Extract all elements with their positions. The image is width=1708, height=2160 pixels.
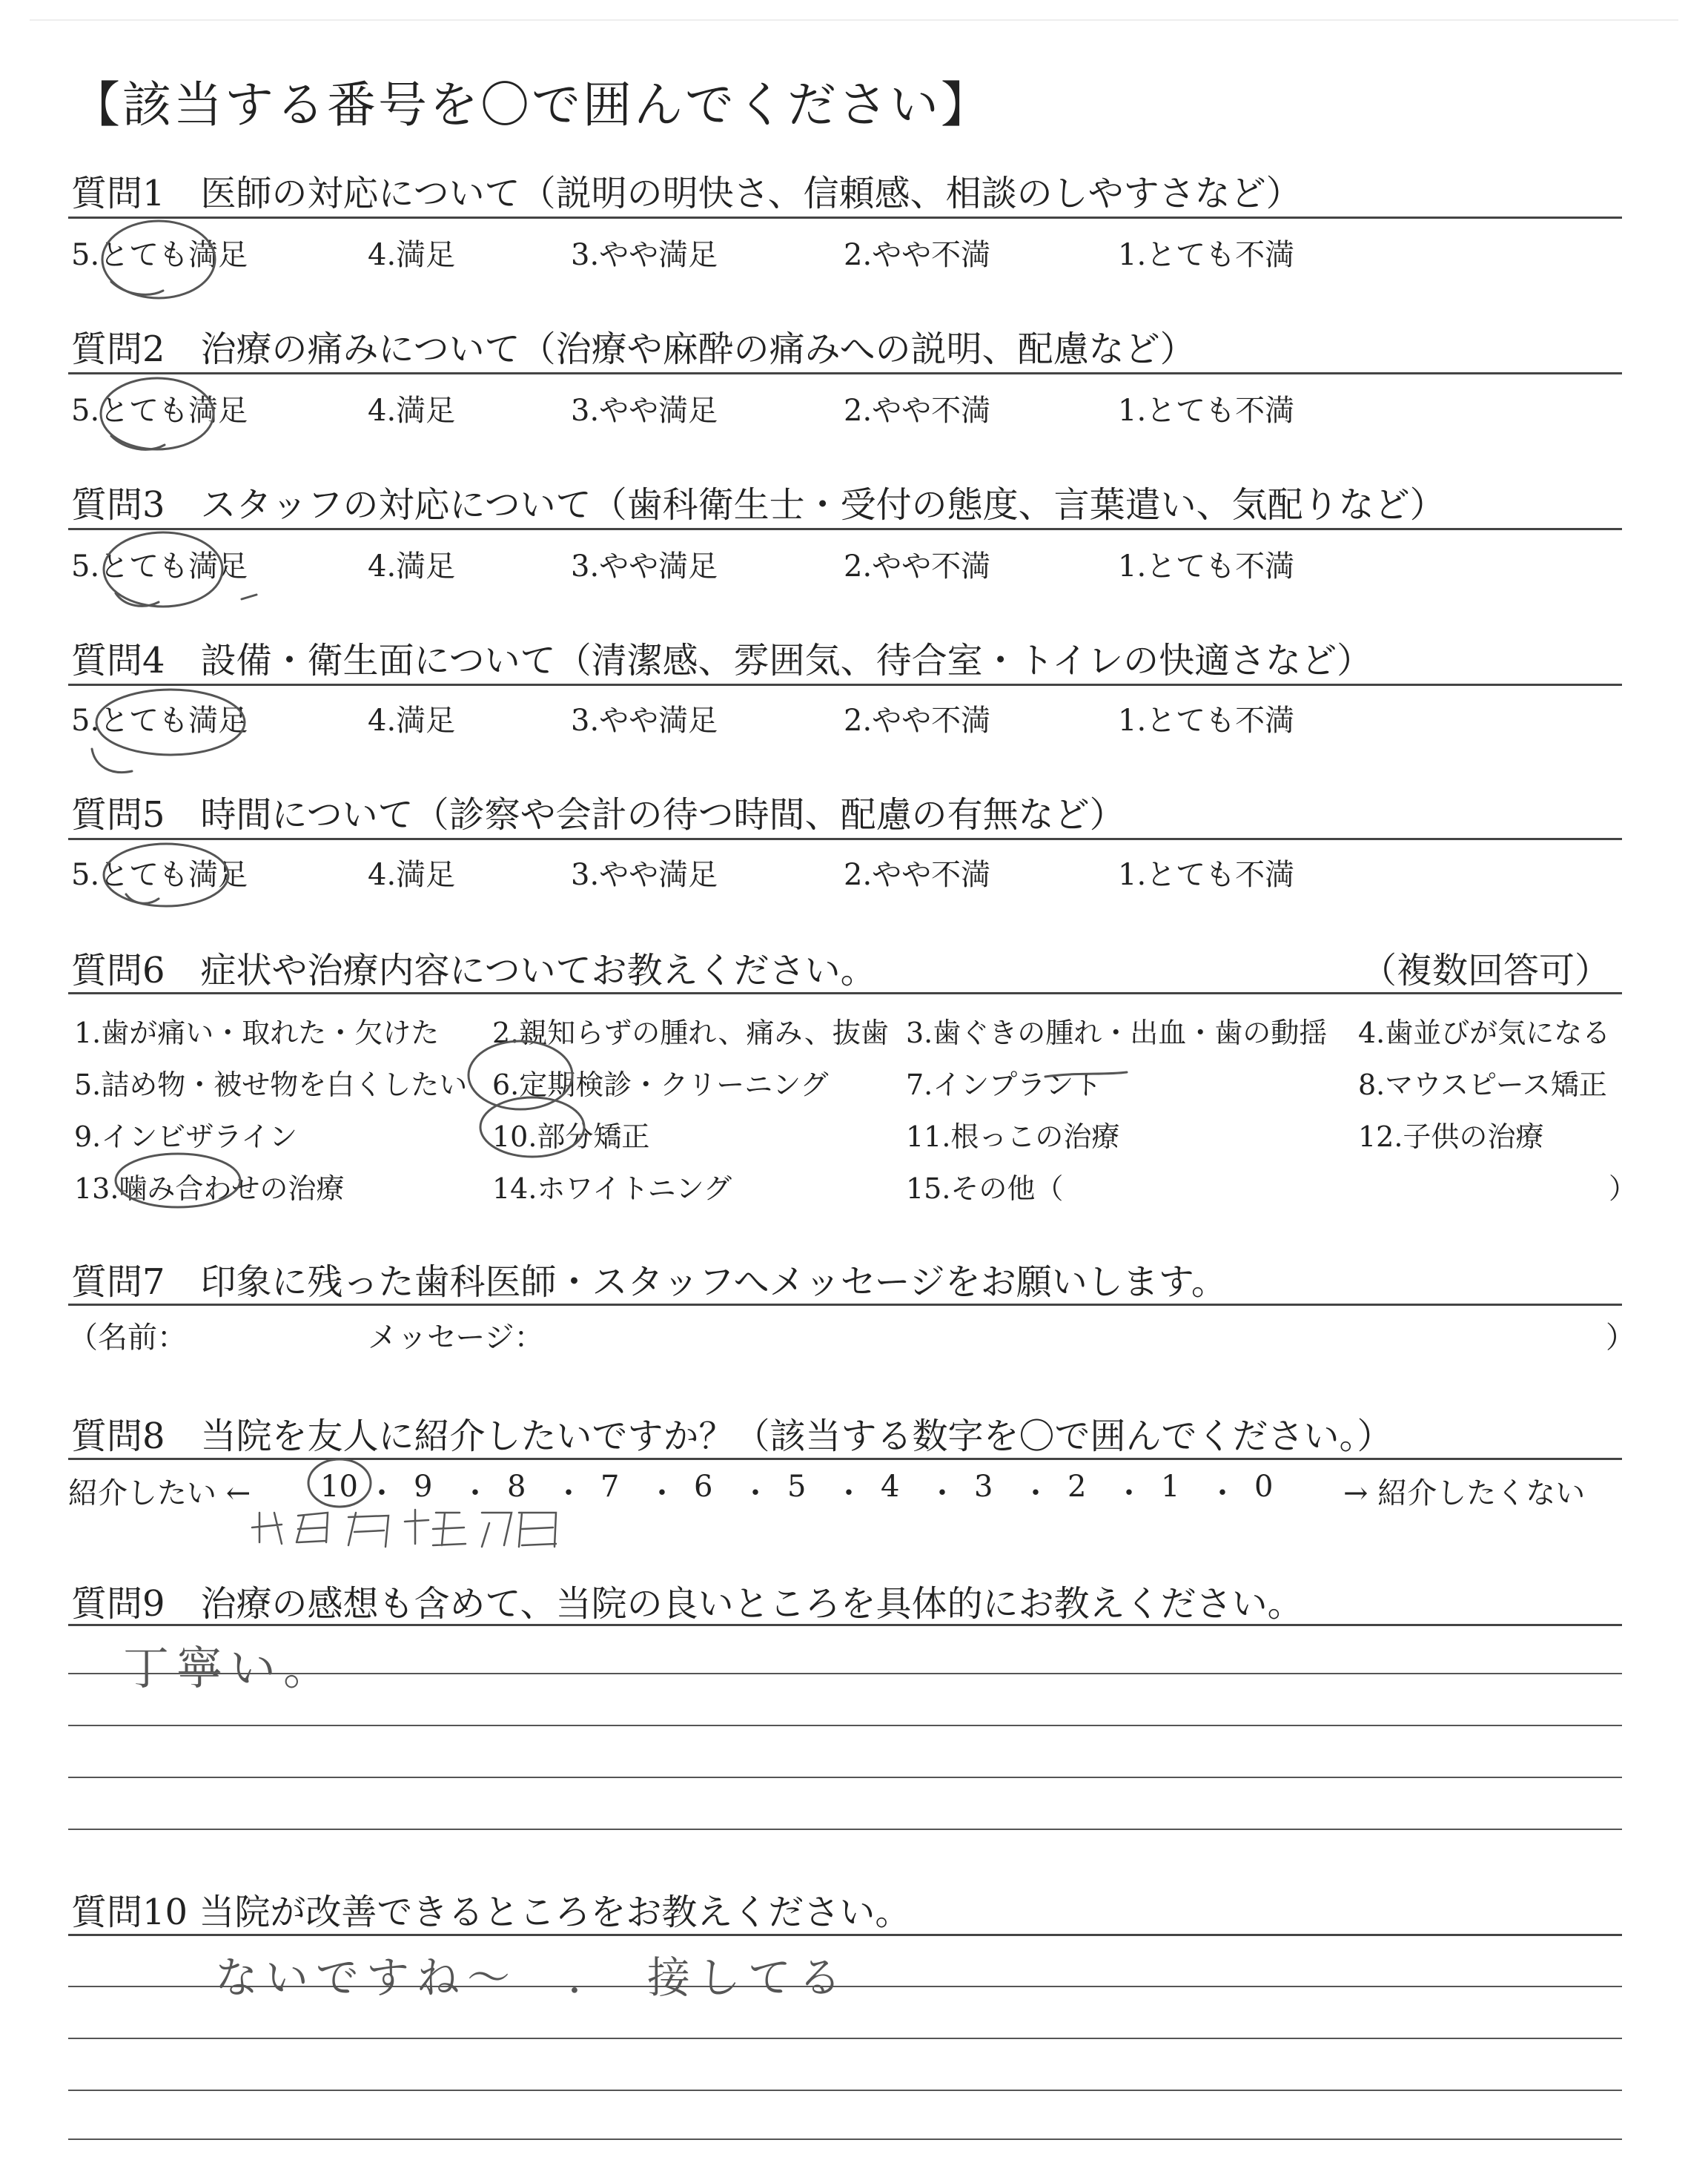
q7-name-label: （名前： [68,1321,187,1355]
question-5-rule [68,838,1622,840]
question-10-title: 質問10 当院が改善できるところをお教えください。 [71,1892,911,1933]
q8-scale-separator: ・ [1208,1476,1237,1510]
question-3-title: 質問3 スタッフの対応について（歯科衛生士・受付の態度、言葉遣い、気配りなど） [71,484,1446,526]
q10-answer-line-3 [68,2090,1622,2091]
q4-option-2[interactable]: 2.やや不満 [844,704,991,738]
q9-answer-line-4 [68,1829,1622,1830]
q1-selection-tail [111,282,163,294]
q3-option-1[interactable]: 1.とても不満 [1118,549,1295,584]
q8-scale-separator: ・ [647,1476,677,1510]
q6-option-5[interactable]: 5.詰め物・被せ物を白くしたい [74,1069,468,1101]
question-4-title: 質問4 設備・衛生面について（清潔感、雰囲気、待合室・トイレの快適さなど） [71,640,1373,681]
q1-option-3[interactable]: 3.やや満足 [571,238,718,272]
q7-close-paren: ） [1606,1321,1635,1355]
question-9-title: 質問9 治療の感想も含めて、当院の良いところを具体的にお教えください。 [71,1583,1303,1625]
q8-scale-value-9[interactable]: 9 [414,1470,433,1504]
q3-selection-tail [116,593,159,606]
q2-option-2[interactable]: 2.やや不満 [844,394,991,428]
q5-option-1[interactable]: 1.とても不満 [1118,858,1295,892]
q5-selection-tail [126,894,159,903]
question-7-rule [68,1304,1622,1306]
question-6-title: 質問6 症状や治療内容についてお教えください。 [71,950,876,991]
q1-option-2[interactable]: 2.やや不満 [844,238,991,272]
q8-scale-separator: ・ [1021,1476,1050,1510]
q8-scale-value-8[interactable]: 8 [507,1470,526,1504]
q5-option-3[interactable]: 3.やや満足 [571,858,718,892]
q6-option-12[interactable]: 12.子供の治療 [1358,1120,1544,1153]
q8-scale-separator: ・ [460,1476,490,1510]
q3-option-2[interactable]: 2.やや不満 [844,549,991,584]
q3-option-4[interactable]: 4.満足 [368,549,456,584]
q8-scale-separator: ・ [927,1476,957,1510]
q9-handwritten-answer[interactable]: 丁寧い。 [123,1641,337,1695]
question-4-rule [68,684,1622,686]
q6-option-8[interactable]: 8.マウスピース矯正 [1358,1069,1607,1101]
q6-option-15-close: ） [1609,1172,1638,1205]
question-2-rule [68,372,1622,374]
q6-option-6[interactable]: 6.定期検診・クリーニング [492,1069,829,1101]
q8-scale-value-0[interactable]: 0 [1254,1470,1274,1504]
question-7-title: 質問7 印象に残った歯科医師・スタッフへメッセージをお願いします。 [71,1261,1227,1303]
q8-scale-separator: ・ [834,1476,864,1510]
q8-scale-separator: ・ [741,1476,770,1510]
q8-scale-value-2[interactable]: 2 [1068,1470,1087,1504]
q8-scale-value-10[interactable]: 10 [320,1470,358,1504]
q10-handwritten-answer[interactable]: ないですね〜 ． 接してる [215,1952,850,2003]
q6-option-15[interactable]: 15.その他（ [906,1172,1064,1205]
question-9-rule [68,1624,1622,1626]
q6-option-1[interactable]: 1.歯が痛い・取れた・欠けた [74,1017,440,1049]
q6-option-3[interactable]: 3.歯ぐきの腫れ・出血・歯の動揺 [906,1017,1328,1049]
q3-stray-mark [242,595,256,599]
form-instruction-title: 【該当する番号を〇で囲んでください】 [71,76,992,133]
question-3-rule [68,528,1622,530]
q4-selection-tail [92,749,132,773]
q2-option-4[interactable]: 4.満足 [368,394,456,428]
q6-option-2[interactable]: 2.親知らずの腫れ、痛み、抜歯 [492,1017,889,1049]
q2-option-1[interactable]: 1.とても不満 [1118,394,1295,428]
question-6-rule [68,992,1622,994]
q2-option-3[interactable]: 3.やや満足 [571,394,718,428]
q7-message-label: メッセージ： [368,1321,544,1355]
q6-option-7[interactable]: 7.インプラント [906,1069,1102,1101]
question-5-title: 質問5 時間について（診察や会計の待つ時間、配慮の有無など） [71,794,1125,836]
q4-option-5[interactable]: 5.とても満足 [71,704,248,738]
question-8-title: 質問8 当院を友人に紹介したいですか？（該当する数字を〇で囲んでください。） [71,1416,1393,1457]
q8-right-label: → 紹介したくない [1343,1476,1586,1510]
q8-scale-value-7[interactable]: 7 [600,1470,620,1504]
q4-option-1[interactable]: 1.とても不満 [1118,704,1295,738]
q2-option-5[interactable]: 5.とても満足 [71,394,248,428]
q1-option-1[interactable]: 1.とても不満 [1118,238,1295,272]
q6-option-14[interactable]: 14.ホワイトニング [492,1172,732,1205]
q8-scale-value-6[interactable]: 6 [694,1470,713,1504]
question-8-rule [68,1458,1622,1460]
q8-scale-separator: ・ [554,1476,583,1510]
q8-scale-value-4[interactable]: 4 [881,1470,900,1504]
question-1-title: 質問1 医師の対応について（説明の明快さ、信頼感、相談のしやすさなど） [71,173,1302,214]
q6-option-10[interactable]: 10.部分矯正 [492,1120,650,1153]
q9-answer-line-2 [68,1725,1622,1726]
q4-option-3[interactable]: 3.やや満足 [571,704,718,738]
q10-answer-line-2 [68,2038,1622,2039]
q8-scale-separator: ・ [367,1476,397,1510]
q8-left-label: 紹介したい ← [68,1476,251,1510]
question-6-note: （複数回答可） [1361,950,1611,991]
q9-answer-line-3 [68,1777,1622,1778]
scan-edge [30,19,1678,21]
q4-option-4[interactable]: 4.満足 [368,704,456,738]
q8-scale-separator: ・ [1114,1476,1144,1510]
question-1-rule [68,217,1622,219]
question-10-rule [68,1934,1622,1936]
q8-scale-value-3[interactable]: 3 [974,1470,993,1504]
q6-option-9[interactable]: 9.インビザライン [74,1120,298,1153]
q3-option-5[interactable]: 5.とても満足 [71,549,248,584]
q10-answer-line-4 [68,2138,1622,2140]
q1-option-4[interactable]: 4.満足 [368,238,456,272]
q2-selection-tail [111,436,165,449]
q5-option-4[interactable]: 4.満足 [368,858,456,892]
q6-option-13[interactable]: 13.噛み合わせの治療 [74,1172,345,1205]
q8-scale-value-5[interactable]: 5 [787,1470,807,1504]
q1-option-5[interactable]: 5.とても満足 [71,238,248,272]
question-2-title: 質問2 治療の痛みについて（治療や麻酔の痛みへの説明、配慮など） [71,328,1196,370]
q8-scale-value-1[interactable]: 1 [1161,1470,1180,1504]
q5-option-2[interactable]: 2.やや不満 [844,858,991,892]
q6-option-4[interactable]: 4.歯並びが気になる [1358,1017,1611,1049]
q6-option-11[interactable]: 11.根っこの治療 [906,1120,1120,1153]
q8-handwritten-note [252,1510,556,1547]
q5-option-5[interactable]: 5.とても満足 [71,858,248,892]
q3-option-3[interactable]: 3.やや満足 [571,549,718,584]
